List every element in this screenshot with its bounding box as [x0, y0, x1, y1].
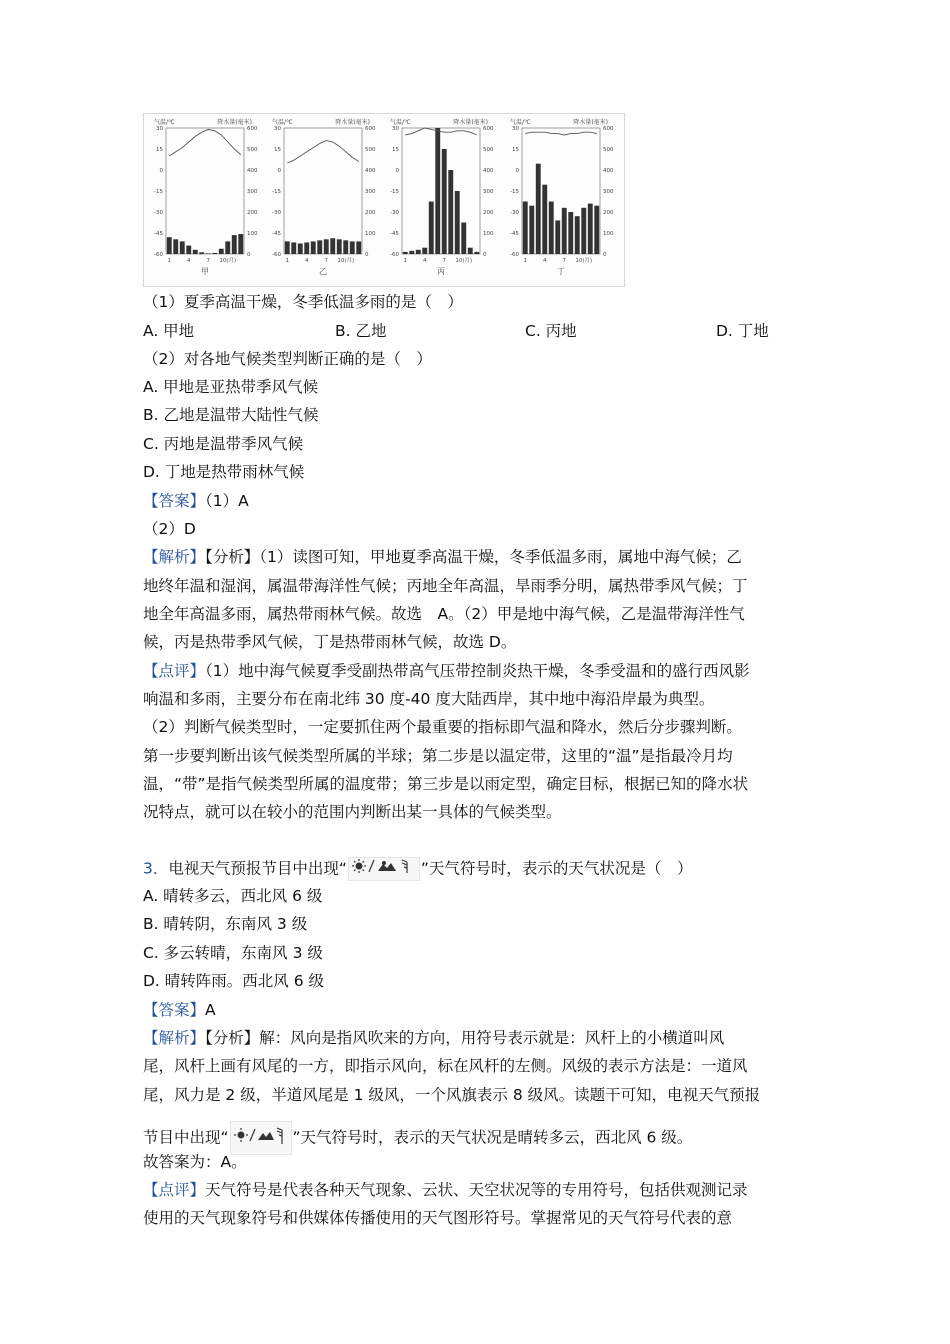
chart-4-label: 丁 — [557, 267, 565, 276]
chart-1-right-tick: 400 — [247, 168, 258, 174]
climate-charts-figure — [143, 113, 625, 287]
chart-3-precip-bar — [442, 149, 447, 254]
chart-4-precip-bar — [555, 220, 560, 254]
chart-1-ylabel-left: 气温/℃ — [154, 119, 175, 126]
analysis-3-line-3: 尾，风力是 2 级，半道风尾是 1 级风，一个风旗表示 8 级风。读题干可知，电视天气预报 — [143, 1086, 761, 1104]
q2-option-c[interactable]: C. 丙地是温带季风气候 — [143, 435, 304, 453]
chart-4-right-tick: 400 — [603, 168, 614, 174]
chart-3-right-tick: 0 — [483, 252, 487, 258]
chart-3-x-tick: 10(月) — [455, 258, 473, 264]
chart-1-right-tick: 300 — [247, 189, 258, 195]
q2-option-d[interactable]: D. 丁地是热带雨林气候 — [143, 463, 305, 481]
chart-1-precip-bar — [193, 250, 198, 254]
analysis-1-text-1: 【分析】（1）读图可知，甲地夏季高温干燥，冬季低温多雨，属地中海气候；乙 — [205, 548, 742, 566]
analysis-1-line-3: 地全年高温多雨，属热带雨林气候。故选 A。（2）甲是地中海气候，乙是温带海洋性气 — [143, 605, 745, 623]
chart-3-precip-bar — [422, 248, 427, 254]
chart-3-precip-bar — [429, 202, 434, 255]
chart-1-right-tick: 0 — [247, 252, 251, 258]
chart-4-temp-line — [525, 132, 597, 135]
chart-3-right-tick: 600 — [483, 126, 494, 132]
chart-3-precip-bar — [435, 128, 440, 254]
chart-2-ylabel-left: 气温/℃ — [272, 119, 293, 126]
analysis-tag: 【解析】 — [143, 548, 206, 566]
chart-2-right-tick: 0 — [365, 252, 369, 258]
q3-stem-after: ”天气符号时，表示的天气状况是（ ） — [420, 859, 693, 878]
chart-2-left-tick: 15 — [274, 147, 281, 153]
chart-4-precip-bar — [568, 212, 573, 254]
chart-4-ylabel-left: 气温/℃ — [510, 119, 531, 126]
chart-3-x-tick: 4 — [423, 258, 427, 264]
chart-1-precip-bar — [173, 239, 178, 254]
answer-tag: 【答案】 — [143, 492, 206, 510]
chart-1-label: 甲 — [201, 267, 209, 276]
q1-stem: （1）夏季高温干燥，冬季低温多雨的是（ ） — [143, 293, 463, 311]
chart-1-precip-bar — [206, 253, 211, 254]
chart-4-left-tick: -45 — [510, 231, 519, 237]
chart-3-left-tick: -45 — [390, 231, 399, 237]
chart-1-precip-bar — [167, 237, 172, 254]
chart-3-left-tick: -15 — [390, 189, 399, 195]
q1-option-d[interactable]: D. 丁地 — [716, 322, 769, 340]
chart-4-left-tick: -60 — [510, 252, 519, 258]
chart-3-ylabel-left: 气温/℃ — [390, 119, 411, 126]
chart-2-right-tick: 200 — [365, 210, 376, 216]
comment-1-line-4: 第一步要判断出该气候类型所属的半球；第二步是以温定带，这里的“温”是指最冷月均 — [143, 747, 733, 765]
comment-3-tag: 【点评】 — [143, 1181, 206, 1199]
q2-option-a[interactable]: A. 甲地是亚热带季风气候 — [143, 378, 319, 396]
chart-1-right-tick: 200 — [247, 210, 258, 216]
chart-1-precip-bar — [232, 235, 237, 254]
chart-3-right-tick: 300 — [483, 189, 494, 195]
chart-3-precip-bar — [455, 191, 460, 254]
q3-option-a[interactable]: A. 晴转多云，西北风 6 级 — [143, 887, 323, 905]
q2-stem: （2）对各地气候类型判断正确的是（ ） — [143, 350, 432, 368]
comment-3-line-2: 使用的天气现象符号和供媒体传播使用的天气图形符号。掌握常见的天气符号代表的意 — [143, 1209, 733, 1227]
chart-2-left-tick: -30 — [272, 210, 281, 216]
chart-2-right-tick: 600 — [365, 126, 376, 132]
chart-3-left-tick: 30 — [392, 126, 399, 132]
chart-1-x-tick: 1 — [167, 258, 171, 264]
chart-1-precip-bar — [219, 249, 224, 254]
analysis-1-line-1 — [143, 546, 742, 568]
comment-1-line-6: 况特点，就可以在较小的范围内判断出某一具体的气候类型。 — [143, 803, 562, 821]
chart-3-ylabel-right: 降水量(毫米) — [453, 119, 488, 126]
chart-2-precip-bar — [337, 239, 342, 254]
chart-2-precip-bar — [317, 240, 322, 254]
answer-1 — [143, 490, 249, 512]
chart-1-right-tick: 600 — [247, 126, 258, 132]
chart-3-temp-line — [405, 128, 477, 135]
chart-4-right-tick: 100 — [603, 231, 614, 237]
chart-3-right-tick: 400 — [483, 168, 494, 174]
chart-2-right-tick: 100 — [365, 231, 376, 237]
chart-1-left-tick: -30 — [154, 210, 163, 216]
chart-4-left-tick: 15 — [512, 147, 519, 153]
chart-4-precip-bar — [562, 208, 567, 254]
chart-2-precip-bar — [298, 244, 303, 255]
chart-1-x-tick: 4 — [187, 258, 191, 264]
chart-1-precip-bar — [225, 241, 230, 254]
q3-option-b[interactable]: B. 晴转阴，东南风 3 级 — [143, 915, 308, 933]
chart-3-precip-bar — [468, 248, 473, 254]
chart-4-precip-bar — [536, 164, 541, 254]
q1-option-b[interactable]: B. 乙地 — [335, 322, 387, 340]
q3-stem — [143, 857, 692, 881]
chart-2-precip-bar — [291, 242, 296, 254]
analysis-3-line-4-after: ”天气符号时，表示的天气状况是晴转多云，西北风 6 级。 — [292, 1128, 693, 1147]
chart-3-frame — [402, 128, 480, 254]
chart-1-right-tick: 100 — [247, 231, 258, 237]
chart-4-precip-bar — [549, 202, 554, 255]
chart-4-x-tick: 10(月) — [575, 258, 593, 264]
chart-1-left-tick: 15 — [156, 147, 163, 153]
chart-2-precip-bar — [285, 241, 290, 254]
comment-3-text-1: 天气符号是代表各种天气现象、云状、天空状况等的专用符号，包括供观测记录 — [205, 1181, 748, 1199]
chart-4-right-tick: 300 — [603, 189, 614, 195]
chart-4-right-tick: 200 — [603, 210, 614, 216]
chart-3-precip-bar — [403, 252, 408, 254]
chart-3-precip-bar — [474, 252, 479, 254]
answer-1-part2: （2）D — [143, 520, 196, 538]
chart-2-left-tick: 0 — [277, 168, 281, 174]
q3-option-c[interactable]: C. 多云转晴，东南风 3 级 — [143, 944, 323, 962]
chart-2-temp-line — [287, 141, 359, 163]
chart-2-precip-bar — [343, 240, 348, 254]
chart-3-precip-bar — [416, 250, 421, 254]
chart-4-left-tick: -30 — [510, 210, 519, 216]
chart-1-ylabel-right: 降水量(毫米) — [217, 119, 252, 126]
answer-3 — [143, 999, 216, 1021]
analysis-1-line-2: 地终年温和湿润，属温带海洋性气候；丙地全年高温，旱雨季分明，属热带季风气候；丁 — [143, 577, 748, 595]
analysis-3-line-5: 故答案为：A。 — [143, 1153, 247, 1171]
comment-1-line-3: （2）判断气候类型时，一定要抓住两个最重要的指标即气温和降水，然后分步骤判断。 — [143, 718, 742, 736]
chart-2-right-tick: 300 — [365, 189, 376, 195]
analysis-3-text-1: 【分析】解：风向是指风吹来的方向，用符号表示就是：风杆上的小横道叫风 — [205, 1029, 725, 1047]
analysis-3-line-2: 尾，风杆上画有风尾的一方，即指示风向，标在风杆的左侧。风级的表示方法是：一道风 — [143, 1057, 748, 1075]
chart-3-left-tick: 0 — [395, 168, 399, 174]
chart-2-left-tick: -60 — [272, 252, 281, 258]
weather-symbol-icon-2 — [230, 1121, 292, 1155]
climate-charts-svg — [144, 114, 624, 286]
comment-1-line-2: 响温和多雨，主要分布在南北纬 30 度-40 度大陆西岸，其中地中海沿岸最为典型。 — [143, 690, 715, 708]
chart-3-x-tick: 1 — [403, 258, 407, 264]
chart-3-precip-bar — [409, 251, 414, 254]
chart-1-precip-bar — [199, 252, 204, 254]
chart-4-left-tick: 0 — [515, 168, 519, 174]
chart-4-x-tick: 7 — [562, 258, 566, 264]
chart-1-precip-bar — [180, 241, 185, 254]
q1-option-a[interactable]: A. 甲地 — [143, 322, 195, 340]
chart-2-precip-bar — [311, 241, 316, 254]
comment-tag: 【点评】 — [143, 662, 206, 680]
chart-4-precip-bar — [588, 204, 593, 254]
chart-2-frame — [284, 128, 362, 254]
chart-2-precip-bar — [304, 242, 309, 254]
chart-2-right-tick: 500 — [365, 147, 376, 153]
chart-4-ylabel-right: 降水量(毫米) — [573, 119, 608, 126]
analysis-3-line-1 — [143, 1027, 724, 1049]
chart-1-left-tick: 0 — [159, 168, 163, 174]
q3-stem-before: 电视天气预报节目中出现“ — [168, 859, 347, 878]
chart-1-left-tick: -15 — [154, 189, 163, 195]
comment-1-line-1 — [143, 660, 750, 682]
chart-2-precip-bar — [350, 241, 355, 254]
chart-3-precip-bar — [461, 223, 466, 255]
chart-3-right-tick: 500 — [483, 147, 494, 153]
answer-3-text: A — [205, 1001, 216, 1019]
chart-3-right-tick: 200 — [483, 210, 494, 216]
chart-4-right-tick: 500 — [603, 147, 614, 153]
chart-1-left-tick: -60 — [154, 252, 163, 258]
chart-1-precip-bar — [212, 253, 217, 254]
chart-2-precip-bar — [356, 241, 361, 254]
chart-2-x-tick: 10(月) — [337, 258, 355, 264]
q1-option-c[interactable]: C. 丙地 — [525, 322, 577, 340]
q3-number: 3． — [143, 859, 169, 878]
chart-4-right-tick: 0 — [603, 252, 607, 258]
q3-option-d[interactable]: D. 晴转阵雨。西北风 6 级 — [143, 972, 325, 990]
chart-2-left-tick: 30 — [274, 126, 281, 132]
weather-symbol-icon — [348, 857, 420, 881]
chart-1-precip-bar — [186, 246, 191, 254]
chart-4-left-tick: 30 — [512, 126, 519, 132]
chart-2-x-tick: 1 — [285, 258, 289, 264]
chart-2-precip-bar — [330, 238, 335, 254]
analysis-3-line-4-before: 节目中出现“ — [143, 1128, 229, 1147]
comment-1-text-1: （1）地中海气候夏季受副热带高气压带控制炎热干燥，冬季受温和的盛行西风影 — [205, 662, 750, 680]
chart-3-x-tick: 7 — [442, 258, 446, 264]
chart-2-x-tick: 4 — [305, 258, 309, 264]
chart-4-precip-bar — [529, 206, 534, 254]
chart-4-precip-bar — [575, 216, 580, 254]
chart-2-ylabel-right: 降水量(毫米) — [335, 119, 370, 126]
q2-option-b[interactable]: B. 乙地是温带大陆性气候 — [143, 406, 319, 424]
chart-2-right-tick: 400 — [365, 168, 376, 174]
chart-3-left-tick: 15 — [392, 147, 399, 153]
chart-2-precip-bar — [324, 239, 329, 254]
chart-3-left-tick: -60 — [390, 252, 399, 258]
chart-1-precip-bar — [238, 234, 243, 254]
chart-2-x-tick: 7 — [324, 258, 328, 264]
answer-1-text: （1）A — [205, 492, 249, 510]
chart-4-x-tick: 1 — [523, 258, 527, 264]
chart-1-left-tick: 30 — [156, 126, 163, 132]
chart-4-precip-bar — [581, 208, 586, 254]
chart-3-left-tick: -30 — [390, 210, 399, 216]
chart-1-temp-line — [169, 129, 241, 156]
chart-3-right-tick: 100 — [483, 231, 494, 237]
chart-1-x-tick: 7 — [206, 258, 210, 264]
chart-2-left-tick: -15 — [272, 189, 281, 195]
answer-3-tag: 【答案】 — [143, 1001, 206, 1019]
comment-3-line-1 — [143, 1179, 748, 1201]
chart-1-right-tick: 500 — [247, 147, 258, 153]
analysis-3-line-4 — [143, 1121, 692, 1155]
chart-4-right-tick: 600 — [603, 126, 614, 132]
comment-1-line-5: 温，“带”是指气候类型所属的温度带；第三步是以雨定型，确定目标，根据已知的降水状 — [143, 775, 749, 793]
chart-2-left-tick: -45 — [272, 231, 281, 237]
chart-4-precip-bar — [523, 202, 528, 255]
chart-3-precip-bar — [448, 170, 453, 254]
analysis-3-tag: 【解析】 — [143, 1029, 206, 1047]
chart-1-x-tick: 10(月) — [219, 258, 237, 264]
chart-2-label: 乙 — [319, 267, 327, 276]
chart-4-precip-bar — [594, 206, 599, 254]
chart-1-left-tick: -45 — [154, 231, 163, 237]
chart-4-x-tick: 4 — [543, 258, 547, 264]
chart-4-precip-bar — [542, 185, 547, 254]
analysis-1-line-4: 候，丙是热带季风气候，丁是热带雨林气候，故选 D。 — [143, 633, 517, 651]
chart-3-label: 丙 — [437, 267, 445, 276]
chart-4-left-tick: -15 — [510, 189, 519, 195]
